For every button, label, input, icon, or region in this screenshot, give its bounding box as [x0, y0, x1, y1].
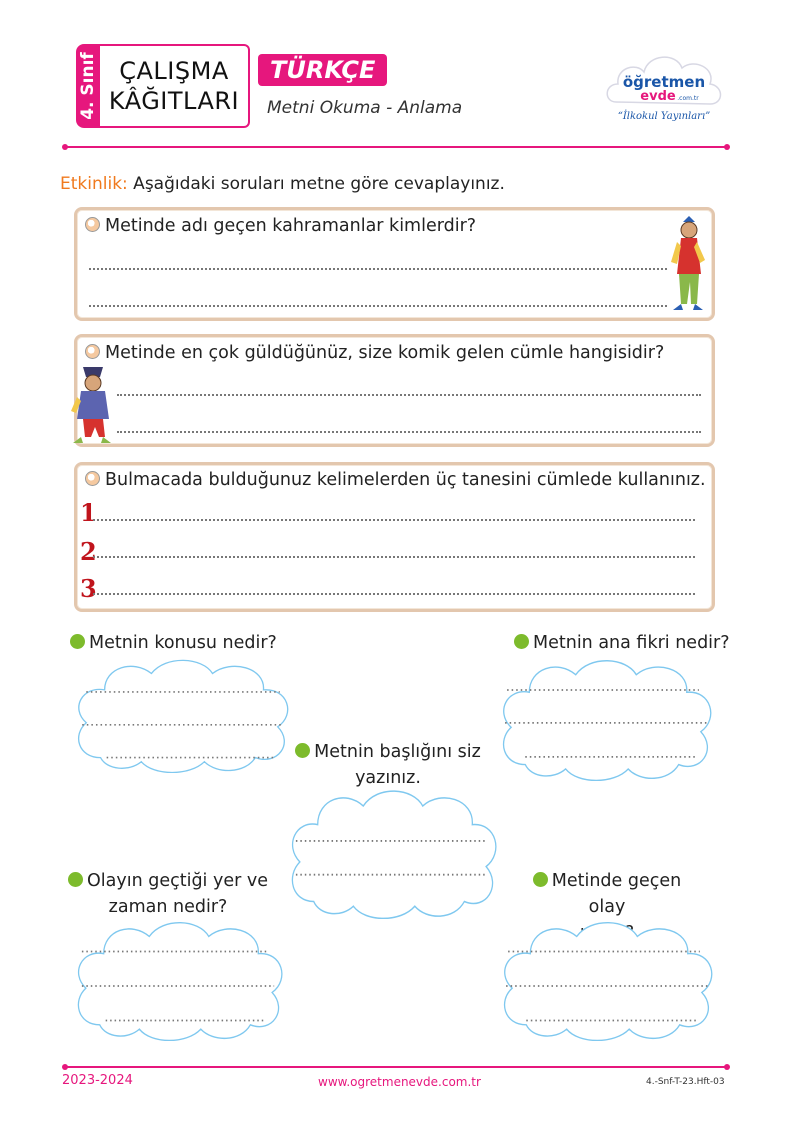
answer-line[interactable]: [117, 431, 701, 433]
grade-tab: [76, 44, 100, 128]
question-box-1: [74, 207, 715, 321]
bullet-icon: [85, 217, 100, 232]
subject-badge: TÜRKÇE: [258, 54, 387, 86]
answer-line[interactable]: [93, 556, 695, 558]
answer-line[interactable]: [89, 305, 667, 307]
footer-divider: [65, 1066, 727, 1068]
number-1: 1: [80, 498, 97, 527]
question-2: Metinde en çok güldüğünüz, size komik gelen cümle hangisidir?: [85, 343, 664, 363]
cloud-question-topic: Metnin konusu nedir?: [70, 630, 277, 656]
answer-line[interactable]: [117, 394, 701, 396]
answer-cloud-place-time[interactable]: [70, 917, 288, 1041]
footer-year: 2023-2024: [62, 1073, 133, 1088]
topic-label: Metni Okuma - Anlama: [267, 98, 463, 118]
number-2: 2: [80, 537, 97, 566]
logo-tagline: “İlkokul Yayınları”: [617, 111, 711, 122]
cloud-question-event: Metinde geçen olay: [512, 868, 702, 946]
answer-cloud-title[interactable]: [284, 785, 502, 919]
header-divider: [65, 146, 727, 148]
grade-label: 4. Sınıf: [78, 52, 98, 120]
green-bullet-icon: [70, 634, 85, 649]
question-3: Bulmacada bulduğunuz kelimelerden üç tanesini cümlede kullanınız.: [85, 470, 706, 490]
publisher-logo: [602, 42, 726, 128]
question-box-2: [74, 334, 715, 447]
instruction: [60, 174, 505, 194]
logo-brand-top: öğretmen: [622, 73, 706, 91]
footer-website-link[interactable]: www.ogretmenevde.com.tr: [318, 1075, 481, 1089]
title-line-1: ÇALIŞMA: [119, 57, 229, 85]
answer-line[interactable]: [89, 268, 667, 270]
answer-line[interactable]: [93, 519, 695, 521]
bullet-icon: [85, 344, 100, 359]
answer-cloud-event[interactable]: [496, 917, 718, 1041]
answer-cloud-topic[interactable]: [70, 655, 294, 773]
footer-code: 4.-Snf-T-23.Hft-03: [646, 1077, 725, 1087]
number-3: 3: [80, 574, 97, 603]
worksheet-title: [100, 44, 250, 128]
answer-line[interactable]: [93, 593, 695, 595]
shadow-puppet-hacivat-icon: [69, 363, 119, 449]
green-bullet-icon: [68, 872, 83, 887]
cloud-question-main-idea: Metnin ana fikri nedir?: [514, 630, 730, 656]
question-box-3: [74, 462, 715, 612]
instruction-label: Etkinlik:: [60, 174, 128, 194]
answer-cloud-main-idea[interactable]: [495, 655, 717, 781]
cloud-question-title: Metnin başlığını siz yazınız.: [294, 739, 482, 791]
green-bullet-icon: [295, 743, 310, 758]
question-1: Metinde adı geçen kahramanlar kimlerdir?: [85, 216, 476, 236]
logo-domain: .com.tr: [677, 95, 699, 102]
bullet-icon: [85, 471, 100, 486]
logo-brand-bottom: evde: [640, 89, 676, 104]
cloud-question-place-time: Olayın geçtiği yer ve zaman nedir?: [68, 868, 268, 920]
shadow-puppet-karagoz-icon: [667, 214, 711, 318]
green-bullet-icon: [514, 634, 529, 649]
title-line-2: KÂĞITLARI: [108, 87, 240, 115]
green-bullet-icon: [533, 872, 548, 887]
instruction-text: Aşağıdaki soruları metne göre cevaplayınız.: [127, 174, 505, 194]
